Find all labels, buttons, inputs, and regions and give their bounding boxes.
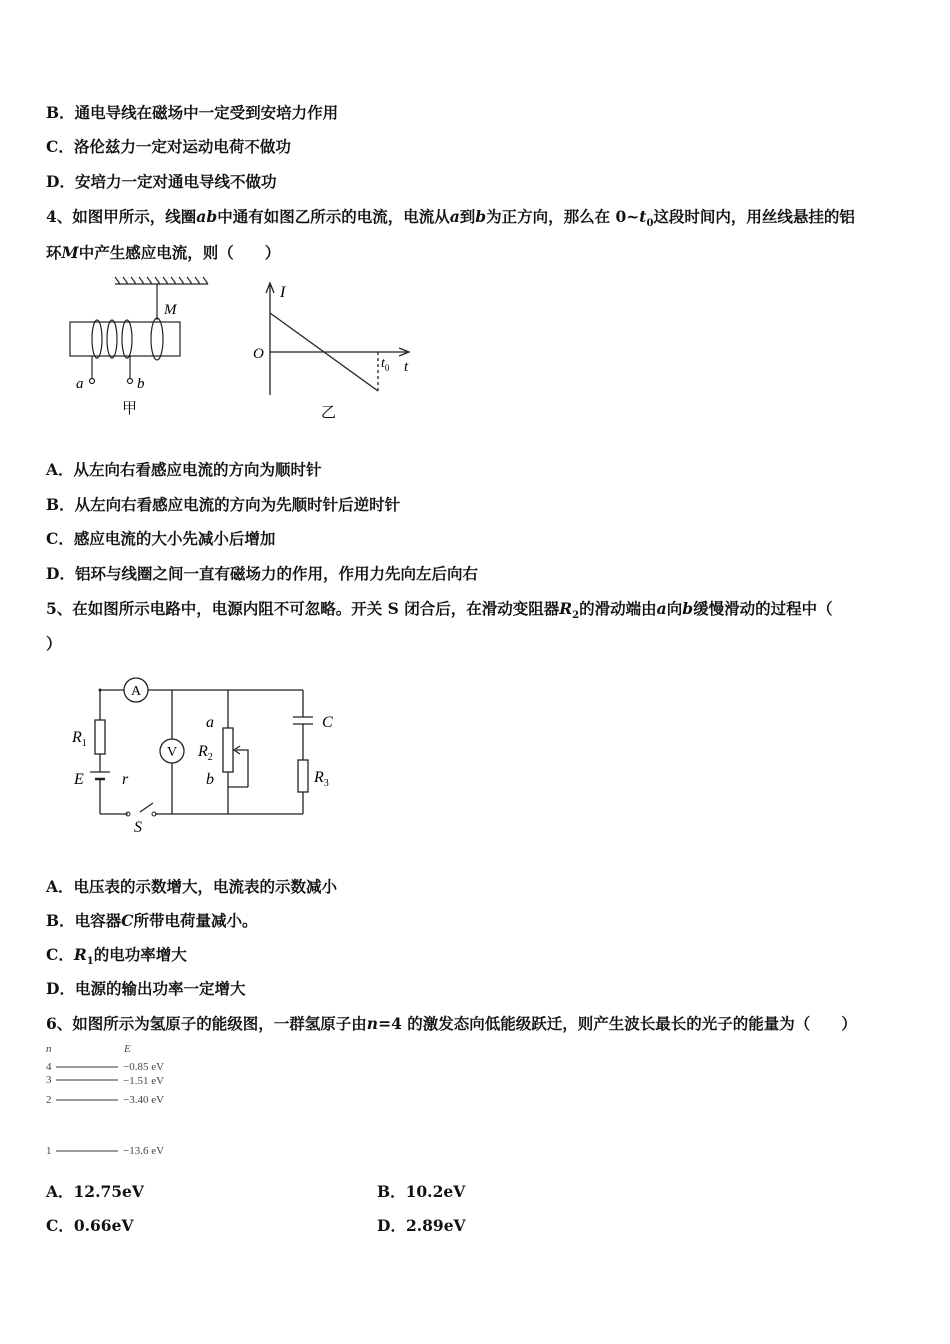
level-1-e: −13.6 eV: [123, 1145, 165, 1157]
q6-option-a: A．12.75eV: [46, 1182, 144, 1201]
q4-figure-jia: [60, 272, 220, 422]
level-1-n: 1: [46, 1145, 52, 1157]
label-M: M: [164, 302, 177, 318]
q3-option-c: C．洛伦兹力一定对运动电荷不做功: [46, 137, 291, 156]
q6-option-b: B．10.2eV: [377, 1182, 466, 1201]
label-b: b: [137, 376, 145, 392]
label-t0: $t_0$: [381, 356, 390, 373]
q5-stem-line2: ）: [46, 634, 62, 653]
q4-option-c: C．感应电流的大小先减小后增加: [46, 529, 276, 548]
q5-option-b: B．电容器C所带电荷量减小。: [46, 911, 258, 930]
q4-stem-line2: 环M中产生感应电流，则（ ）: [46, 243, 281, 262]
level-4-n: 4: [46, 1061, 52, 1073]
q5-circuit-figure: [60, 672, 360, 842]
voltmeter-label: V: [167, 745, 178, 760]
q6-option-c: C．0.66eV: [46, 1216, 134, 1235]
label-R3: $R_3$: [314, 769, 329, 789]
q6-stem: 6、如图所示为氢原子的能级图，一群氢原子由n=4 的激发态向低能级跃迁，则产生波长最长的光子的能量为（ ）: [46, 1014, 857, 1033]
col-E: E: [124, 1043, 131, 1055]
label-b: b: [206, 771, 214, 788]
label-I: I: [280, 284, 286, 301]
label-S: S: [134, 819, 142, 836]
level-3-n: 3: [46, 1074, 52, 1086]
q6-energy-level-figure: [42, 1040, 202, 1165]
level-3-e: −1.51 eV: [123, 1075, 165, 1087]
q4-stem-line1: 4、如图甲所示，线圈ab中通有如图乙所示的电流，电流从a到b为正方向，那么在 $0\sim t_0$这段时间内，用丝线悬挂的铝: [46, 207, 855, 230]
q4-option-a: A．从左向右看感应电流的方向为顺时针: [46, 460, 322, 479]
q3-option-d: D．安培力一定对通电导线不做功: [46, 172, 277, 191]
q5-stem-line1: 5、在如图所示电路中，电源内阻不可忽略。开关 S 闭合后，在滑动变阻器$R_2$的滑动端由a向b缓慢滑动的过程中（: [46, 599, 833, 622]
label-R2: $R_2$: [198, 743, 213, 763]
label-E: E: [74, 771, 84, 788]
label-a: a: [206, 714, 214, 731]
label-r: r: [122, 771, 129, 788]
q6-option-d: D．2.89eV: [377, 1216, 466, 1235]
q5-option-a: A．电压表的示数增大，电流表的示数减小: [46, 877, 338, 896]
caption-yi: 乙: [321, 405, 337, 421]
level-4-e: −0.85 eV: [123, 1061, 165, 1073]
label-C: C: [322, 714, 333, 731]
level-2-n: 2: [46, 1094, 52, 1106]
label-a: a: [76, 376, 84, 392]
col-n: n: [46, 1043, 52, 1055]
q5-option-d: D．电源的输出功率一定增大: [46, 979, 246, 998]
caption-jia: 甲: [122, 401, 138, 417]
level-2-e: −3.40 eV: [123, 1094, 165, 1106]
q4-option-d: D．铝环与线圈之间一直有磁场力的作用，作用力先向左后向右: [46, 564, 478, 583]
ammeter-label: A: [131, 684, 142, 699]
q4-figure-yi: [245, 275, 425, 425]
q4-option-b: B．从左向右看感应电流的方向为先顺时针后逆时针: [46, 495, 401, 514]
label-R1: $R_1$: [72, 729, 87, 749]
label-O: O: [253, 346, 264, 362]
q3-option-b: B．通电导线在磁场中一定受到安培力作用: [46, 103, 339, 122]
q5-option-c: C．$R_1$的电功率增大: [46, 945, 187, 968]
label-t: t: [404, 359, 409, 375]
